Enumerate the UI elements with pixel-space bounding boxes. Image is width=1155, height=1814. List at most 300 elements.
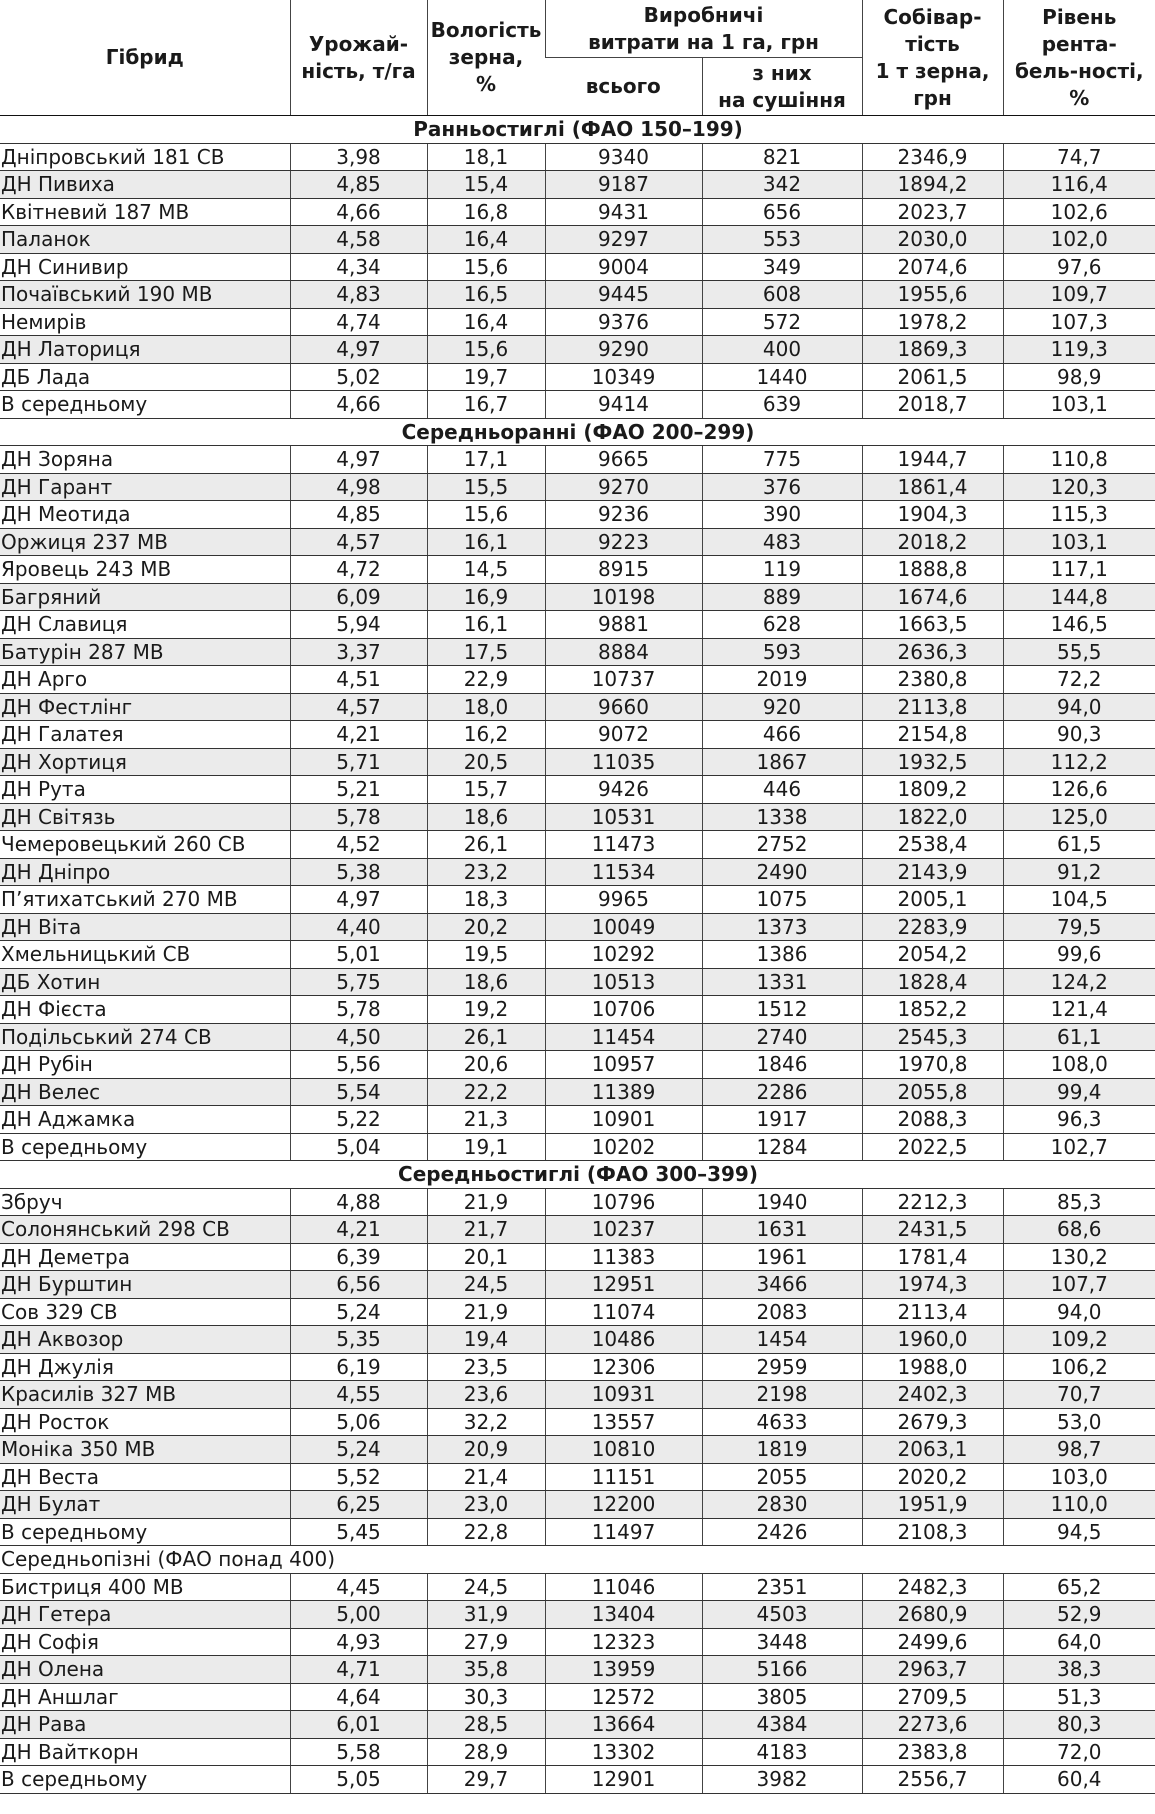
profitability-cell: 53,0	[1003, 1408, 1155, 1436]
profitability-cell: 94,0	[1003, 693, 1155, 721]
costs-drying-cell: 2426	[702, 1518, 862, 1546]
profitability-cell: 94,5	[1003, 1518, 1155, 1546]
table-row	[0, 363, 1155, 391]
yield-cell: 5,38	[290, 858, 427, 886]
costs-total-cell: 11389	[545, 1078, 702, 1106]
hybrid-name-cell: ДН Фієста	[0, 996, 290, 1024]
table-row	[0, 968, 1155, 996]
profitability-cell: 74,7	[1003, 143, 1155, 171]
yield-cell: 3,98	[290, 143, 427, 171]
hybrid-name-cell: Квітневий 187 МВ	[0, 198, 290, 226]
yield-cell: 4,71	[290, 1656, 427, 1684]
costs-total-cell: 9340	[545, 143, 702, 171]
moisture-cell: 17,1	[427, 446, 545, 474]
costs-total-cell: 10737	[545, 666, 702, 694]
profitability-cell: 97,6	[1003, 253, 1155, 281]
profitability-cell: 99,6	[1003, 941, 1155, 969]
yield-cell: 5,56	[290, 1051, 427, 1079]
table-row	[0, 583, 1155, 611]
costs-total-cell: 10957	[545, 1051, 702, 1079]
hybrid-name-cell: ДН Галатея	[0, 721, 290, 749]
hybrid-name-cell: ДН Велес	[0, 1078, 290, 1106]
yield-cell: 5,52	[290, 1463, 427, 1491]
yield-cell: 5,45	[290, 1518, 427, 1546]
yield-cell: 4,50	[290, 1023, 427, 1051]
profitability-cell: 106,2	[1003, 1353, 1155, 1381]
table-row	[0, 776, 1155, 804]
profitability-cell: 65,2	[1003, 1573, 1155, 1601]
profitability-cell: 130,2	[1003, 1243, 1155, 1271]
moisture-cell: 31,9	[427, 1601, 545, 1629]
cost-per-ton-cell: 1932,5	[862, 748, 1003, 776]
hybrid-name-cell: Подільський 274 СВ	[0, 1023, 290, 1051]
header-moisture: Вологість зерна, %	[427, 0, 545, 116]
hybrid-name-cell: Паланок	[0, 226, 290, 254]
profitability-cell: 102,7	[1003, 1133, 1155, 1161]
header-costs-drying: з них на сушіння	[702, 58, 862, 116]
costs-drying-cell: 1917	[702, 1106, 862, 1134]
moisture-cell: 16,1	[427, 611, 545, 639]
yield-cell: 4,55	[290, 1381, 427, 1409]
table-row	[0, 1243, 1155, 1271]
costs-total-cell: 10292	[545, 941, 702, 969]
yield-cell: 5,00	[290, 1601, 427, 1629]
yield-cell: 4,52	[290, 831, 427, 859]
hybrid-name-cell: ДБ Хотин	[0, 968, 290, 996]
costs-drying-cell: 1440	[702, 363, 862, 391]
costs-total-cell: 12901	[545, 1766, 702, 1794]
profitability-cell: 90,3	[1003, 721, 1155, 749]
cost-per-ton-cell: 2431,5	[862, 1216, 1003, 1244]
moisture-cell: 21,9	[427, 1188, 545, 1216]
costs-total-cell: 11035	[545, 748, 702, 776]
yield-cell: 4,97	[290, 446, 427, 474]
average-row	[0, 1133, 1155, 1161]
costs-drying-cell: 2740	[702, 1023, 862, 1051]
table-row	[0, 803, 1155, 831]
profitability-cell: 146,5	[1003, 611, 1155, 639]
costs-total-cell: 10349	[545, 363, 702, 391]
hybrid-name-cell: ДН Хортиця	[0, 748, 290, 776]
yield-cell: 4,34	[290, 253, 427, 281]
yield-cell: 4,93	[290, 1628, 427, 1656]
yield-cell: 4,57	[290, 693, 427, 721]
table-row	[0, 1408, 1155, 1436]
costs-total-cell: 11534	[545, 858, 702, 886]
yield-cell: 4,85	[290, 501, 427, 529]
costs-drying-cell: 3448	[702, 1628, 862, 1656]
profitability-cell: 144,8	[1003, 583, 1155, 611]
table-row	[0, 473, 1155, 501]
moisture-cell: 30,3	[427, 1683, 545, 1711]
cost-per-ton-cell: 1951,9	[862, 1491, 1003, 1519]
moisture-cell: 15,7	[427, 776, 545, 804]
costs-drying-cell: 1075	[702, 886, 862, 914]
profitability-cell: 125,0	[1003, 803, 1155, 831]
header-costs-total: всього	[545, 58, 702, 116]
table-row	[0, 748, 1155, 776]
moisture-cell: 21,7	[427, 1216, 545, 1244]
hybrid-name-cell: Оржиця 237 МВ	[0, 528, 290, 556]
cost-per-ton-cell: 2283,9	[862, 913, 1003, 941]
costs-drying-cell: 1284	[702, 1133, 862, 1161]
hybrid-name-cell: П’ятихатський 270 МВ	[0, 886, 290, 914]
costs-total-cell: 10202	[545, 1133, 702, 1161]
moisture-cell: 18,1	[427, 143, 545, 171]
costs-total-cell: 9426	[545, 776, 702, 804]
table-row	[0, 638, 1155, 666]
costs-total-cell: 10049	[545, 913, 702, 941]
table-row	[0, 281, 1155, 309]
moisture-cell: 19,4	[427, 1326, 545, 1354]
hybrid-name-cell: ДН Веста	[0, 1463, 290, 1491]
cost-per-ton-cell: 1960,0	[862, 1326, 1003, 1354]
cost-per-ton-cell: 2680,9	[862, 1601, 1003, 1629]
costs-drying-cell: 1454	[702, 1326, 862, 1354]
yield-cell: 4,85	[290, 171, 427, 199]
yield-cell: 6,56	[290, 1271, 427, 1299]
moisture-cell: 15,5	[427, 473, 545, 501]
yield-cell: 4,72	[290, 556, 427, 584]
hybrid-name-cell: Хмельницький СВ	[0, 941, 290, 969]
group-title: Ранньостиглі (ФАО 150–199)	[0, 116, 1155, 144]
table-row	[0, 1711, 1155, 1739]
costs-drying-cell: 390	[702, 501, 862, 529]
profitability-cell: 70,7	[1003, 1381, 1155, 1409]
moisture-cell: 23,0	[427, 1491, 545, 1519]
costs-total-cell: 13959	[545, 1656, 702, 1684]
moisture-cell: 19,7	[427, 363, 545, 391]
hybrid-name-cell: Збруч	[0, 1188, 290, 1216]
moisture-cell: 16,9	[427, 583, 545, 611]
hybrid-name-cell: ДН Олена	[0, 1656, 290, 1684]
costs-drying-cell: 4384	[702, 1711, 862, 1739]
moisture-cell: 16,4	[427, 308, 545, 336]
profitability-cell: 96,3	[1003, 1106, 1155, 1134]
cost-per-ton-cell: 1970,8	[862, 1051, 1003, 1079]
yield-cell: 4,45	[290, 1573, 427, 1601]
yield-cell: 4,57	[290, 528, 427, 556]
yield-cell: 5,35	[290, 1326, 427, 1354]
yield-cell: 5,78	[290, 996, 427, 1024]
profitability-cell: 103,0	[1003, 1463, 1155, 1491]
table-row	[0, 721, 1155, 749]
costs-drying-cell: 593	[702, 638, 862, 666]
profitability-cell: 115,3	[1003, 501, 1155, 529]
moisture-cell: 20,6	[427, 1051, 545, 1079]
costs-drying-cell: 342	[702, 171, 862, 199]
hybrid-name-cell: ДН Зоряна	[0, 446, 290, 474]
table-row	[0, 1683, 1155, 1711]
moisture-cell: 17,5	[427, 638, 545, 666]
costs-total-cell: 11383	[545, 1243, 702, 1271]
costs-drying-cell: 1940	[702, 1188, 862, 1216]
cost-per-ton-cell: 1904,3	[862, 501, 1003, 529]
moisture-cell: 15,6	[427, 501, 545, 529]
yield-cell: 6,39	[290, 1243, 427, 1271]
costs-drying-cell: 656	[702, 198, 862, 226]
moisture-cell: 15,6	[427, 253, 545, 281]
costs-drying-cell: 2083	[702, 1298, 862, 1326]
header-production-costs: Виробничі витрати на 1 га, грн	[545, 0, 862, 58]
header-hybrid: Гібрид	[0, 0, 290, 116]
table-row	[0, 501, 1155, 529]
costs-total-cell: 9297	[545, 226, 702, 254]
profitability-cell: 110,0	[1003, 1491, 1155, 1519]
cost-per-ton-cell: 2018,2	[862, 528, 1003, 556]
hybrid-name-cell: Немирів	[0, 308, 290, 336]
profitability-cell: 72,2	[1003, 666, 1155, 694]
hybrid-name-cell: Батурін 287 МВ	[0, 638, 290, 666]
cost-per-ton-cell: 2273,6	[862, 1711, 1003, 1739]
profitability-cell: 52,9	[1003, 1601, 1155, 1629]
table-row	[0, 1051, 1155, 1079]
profitability-cell: 119,3	[1003, 336, 1155, 364]
hybrid-name-cell: Дніпровський 181 СВ	[0, 143, 290, 171]
group-header-row	[0, 1546, 1155, 1574]
table-row	[0, 886, 1155, 914]
cost-per-ton-cell: 2499,6	[862, 1628, 1003, 1656]
costs-total-cell: 12951	[545, 1271, 702, 1299]
profitability-cell: 80,3	[1003, 1711, 1155, 1739]
cost-per-ton-cell: 2023,7	[862, 198, 1003, 226]
yield-cell: 6,01	[290, 1711, 427, 1739]
costs-total-cell: 10531	[545, 803, 702, 831]
table-row	[0, 858, 1155, 886]
cost-per-ton-cell: 2108,3	[862, 1518, 1003, 1546]
profitability-cell: 55,5	[1003, 638, 1155, 666]
profitability-cell: 60,4	[1003, 1766, 1155, 1794]
cost-per-ton-cell: 2113,8	[862, 693, 1003, 721]
profitability-cell: 79,5	[1003, 913, 1155, 941]
hybrid-name-cell: ДН Славиця	[0, 611, 290, 639]
table-row	[0, 941, 1155, 969]
costs-drying-cell: 639	[702, 391, 862, 419]
yield-cell: 4,21	[290, 721, 427, 749]
yield-cell: 5,04	[290, 1133, 427, 1161]
costs-drying-cell: 3982	[702, 1766, 862, 1794]
costs-total-cell: 9072	[545, 721, 702, 749]
costs-total-cell: 11497	[545, 1518, 702, 1546]
costs-drying-cell: 821	[702, 143, 862, 171]
hybrid-name-cell: Красилів 327 МВ	[0, 1381, 290, 1409]
yield-cell: 5,24	[290, 1436, 427, 1464]
costs-drying-cell: 4633	[702, 1408, 862, 1436]
cost-per-ton-cell: 2018,7	[862, 391, 1003, 419]
table-header	[0, 0, 1155, 116]
profitability-cell: 102,6	[1003, 198, 1155, 226]
profitability-cell: 109,7	[1003, 281, 1155, 309]
yield-cell: 5,54	[290, 1078, 427, 1106]
moisture-cell: 22,9	[427, 666, 545, 694]
table-row	[0, 831, 1155, 859]
cost-per-ton-cell: 2022,5	[862, 1133, 1003, 1161]
hybrid-name-cell: Яровець 243 МВ	[0, 556, 290, 584]
costs-total-cell: 10198	[545, 583, 702, 611]
table-row	[0, 226, 1155, 254]
moisture-cell: 23,2	[427, 858, 545, 886]
costs-drying-cell: 628	[702, 611, 862, 639]
cost-per-ton-cell: 2538,4	[862, 831, 1003, 859]
costs-total-cell: 9431	[545, 198, 702, 226]
yield-cell: 5,78	[290, 803, 427, 831]
yield-cell: 4,40	[290, 913, 427, 941]
profitability-cell: 91,2	[1003, 858, 1155, 886]
costs-total-cell: 9414	[545, 391, 702, 419]
cost-per-ton-cell: 2482,3	[862, 1573, 1003, 1601]
costs-drying-cell: 1846	[702, 1051, 862, 1079]
moisture-cell: 26,1	[427, 1023, 545, 1051]
moisture-cell: 28,5	[427, 1711, 545, 1739]
costs-total-cell: 8884	[545, 638, 702, 666]
profitability-cell: 64,0	[1003, 1628, 1155, 1656]
moisture-cell: 15,6	[427, 336, 545, 364]
yield-cell: 5,24	[290, 1298, 427, 1326]
costs-drying-cell: 1867	[702, 748, 862, 776]
table-row	[0, 446, 1155, 474]
costs-total-cell: 9290	[545, 336, 702, 364]
average-row	[0, 1518, 1155, 1546]
moisture-cell: 28,9	[427, 1738, 545, 1766]
costs-drying-cell: 5166	[702, 1656, 862, 1684]
moisture-cell: 29,7	[427, 1766, 545, 1794]
yield-cell: 6,19	[290, 1353, 427, 1381]
hybrid-name-cell: Сов 329 СВ	[0, 1298, 290, 1326]
moisture-cell: 18,0	[427, 693, 545, 721]
costs-total-cell: 9270	[545, 473, 702, 501]
hybrid-name-cell: ДН Гетера	[0, 1601, 290, 1629]
moisture-cell: 24,5	[427, 1573, 545, 1601]
yield-cell: 4,83	[290, 281, 427, 309]
moisture-cell: 18,3	[427, 886, 545, 914]
cost-per-ton-cell: 1861,4	[862, 473, 1003, 501]
profitability-cell: 117,1	[1003, 556, 1155, 584]
cost-per-ton-cell: 2061,5	[862, 363, 1003, 391]
costs-total-cell: 11046	[545, 1573, 702, 1601]
hybrid-name-cell: ДН Гарант	[0, 473, 290, 501]
costs-total-cell: 13404	[545, 1601, 702, 1629]
cost-per-ton-cell: 2088,3	[862, 1106, 1003, 1134]
table-row	[0, 528, 1155, 556]
yield-cell: 4,97	[290, 336, 427, 364]
cost-per-ton-cell: 1674,6	[862, 583, 1003, 611]
hybrid-name-cell: ДН Світязь	[0, 803, 290, 831]
table-row	[0, 1573, 1155, 1601]
yield-cell: 4,58	[290, 226, 427, 254]
costs-drying-cell: 1631	[702, 1216, 862, 1244]
hybrid-name-cell: ДН Бурштин	[0, 1271, 290, 1299]
costs-total-cell: 12572	[545, 1683, 702, 1711]
costs-total-cell: 10901	[545, 1106, 702, 1134]
hybrid-name-cell: ДН Булат	[0, 1491, 290, 1519]
yield-cell: 3,37	[290, 638, 427, 666]
moisture-cell: 16,7	[427, 391, 545, 419]
hybrid-name-cell: ДН Рава	[0, 1711, 290, 1739]
moisture-cell: 16,8	[427, 198, 545, 226]
table-row	[0, 1216, 1155, 1244]
costs-drying-cell: 2019	[702, 666, 862, 694]
moisture-cell: 21,4	[427, 1463, 545, 1491]
costs-drying-cell: 349	[702, 253, 862, 281]
profitability-cell: 68,6	[1003, 1216, 1155, 1244]
hybrid-name-cell: ДН Софія	[0, 1628, 290, 1656]
yield-cell: 5,22	[290, 1106, 427, 1134]
costs-drying-cell: 775	[702, 446, 862, 474]
cost-per-ton-cell: 1828,4	[862, 968, 1003, 996]
hybrid-name-cell: ДН Аджамка	[0, 1106, 290, 1134]
costs-total-cell: 13664	[545, 1711, 702, 1739]
hybrid-name-cell: ДН Джулія	[0, 1353, 290, 1381]
moisture-cell: 23,6	[427, 1381, 545, 1409]
yield-cell: 6,09	[290, 583, 427, 611]
costs-drying-cell: 483	[702, 528, 862, 556]
group-title: Середньоранні (ФАО 200–299)	[0, 418, 1155, 446]
profitability-cell: 103,1	[1003, 391, 1155, 419]
profitability-cell: 72,0	[1003, 1738, 1155, 1766]
table-row	[0, 1463, 1155, 1491]
profitability-cell: 108,0	[1003, 1051, 1155, 1079]
hybrid-name-cell: Моніка 350 МВ	[0, 1436, 290, 1464]
cost-per-ton-cell: 2556,7	[862, 1766, 1003, 1794]
profitability-cell: 98,7	[1003, 1436, 1155, 1464]
costs-total-cell: 9236	[545, 501, 702, 529]
cost-per-ton-cell: 2545,3	[862, 1023, 1003, 1051]
yield-cell: 4,88	[290, 1188, 427, 1216]
table-row	[0, 198, 1155, 226]
cost-per-ton-cell: 1944,7	[862, 446, 1003, 474]
costs-drying-cell: 1373	[702, 913, 862, 941]
profitability-cell: 107,7	[1003, 1271, 1155, 1299]
header-yield: Урожай- ність, т/га	[290, 0, 427, 116]
moisture-cell: 18,6	[427, 968, 545, 996]
yield-cell: 5,71	[290, 748, 427, 776]
cost-per-ton-cell: 1781,4	[862, 1243, 1003, 1271]
hybrid-name-cell: ДН Аквозор	[0, 1326, 290, 1354]
cost-per-ton-cell: 1809,2	[862, 776, 1003, 804]
hybrid-name-cell: ДН Вайткорн	[0, 1738, 290, 1766]
average-row	[0, 1766, 1155, 1794]
costs-total-cell: 9223	[545, 528, 702, 556]
moisture-cell: 24,5	[427, 1271, 545, 1299]
profitability-cell: 98,9	[1003, 363, 1155, 391]
costs-total-cell: 11454	[545, 1023, 702, 1051]
table-row	[0, 253, 1155, 281]
table-row	[0, 1436, 1155, 1464]
table-row	[0, 611, 1155, 639]
moisture-cell: 35,8	[427, 1656, 545, 1684]
average-label: В середньому	[0, 391, 290, 419]
hybrid-name-cell: ДН Рубін	[0, 1051, 290, 1079]
profitability-cell: 94,0	[1003, 1298, 1155, 1326]
costs-drying-cell: 920	[702, 693, 862, 721]
costs-drying-cell: 2286	[702, 1078, 862, 1106]
hybrid-name-cell: ДН Пивиха	[0, 171, 290, 199]
costs-drying-cell: 1331	[702, 968, 862, 996]
costs-drying-cell: 466	[702, 721, 862, 749]
cost-per-ton-cell: 2074,6	[862, 253, 1003, 281]
hybrid-name-cell: ДН Латориця	[0, 336, 290, 364]
costs-drying-cell: 553	[702, 226, 862, 254]
table-row	[0, 666, 1155, 694]
costs-drying-cell: 1386	[702, 941, 862, 969]
costs-drying-cell: 3805	[702, 1683, 862, 1711]
hybrid-name-cell: Чемеровецький 260 СВ	[0, 831, 290, 859]
moisture-cell: 14,5	[427, 556, 545, 584]
yield-cell: 4,97	[290, 886, 427, 914]
yield-cell: 5,94	[290, 611, 427, 639]
profitability-cell: 124,2	[1003, 968, 1155, 996]
table-row	[0, 1078, 1155, 1106]
